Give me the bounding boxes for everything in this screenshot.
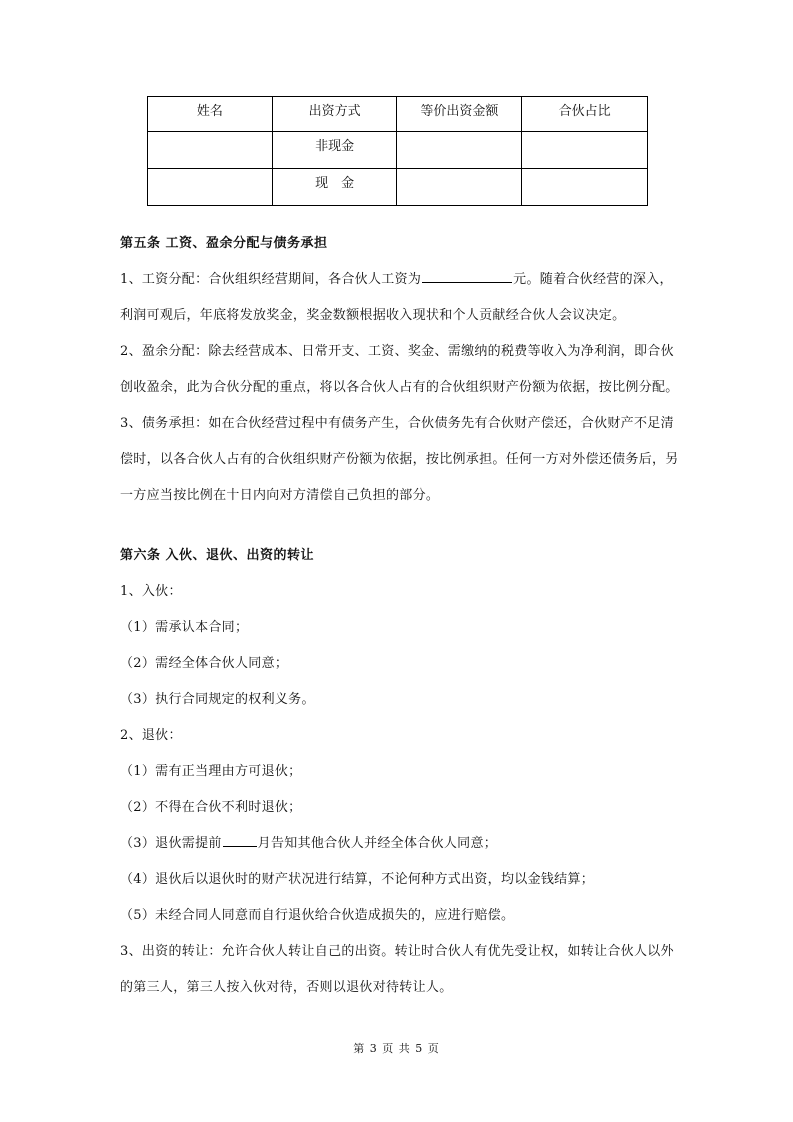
table-cell [148, 169, 273, 206]
header-amount: 等价出资金额 [397, 97, 522, 132]
exit-title: 2、退伙： [120, 728, 182, 743]
table-cell [522, 132, 648, 169]
page-footer: 第 3 页 共 5 页 [353, 1042, 440, 1055]
article6-heading: 第六条 入伙、退伙、出资的转让 [120, 548, 315, 563]
article5-p1-line2: 利润可观后，年底将发放奖金，奖金数额根据收入现状和个人贡献经合伙人会议决定。 [120, 308, 626, 323]
table-row [148, 169, 648, 206]
join-item: （2）需经全体合伙人同意； [120, 656, 289, 671]
exit-item: （1）需有正当理由方可退伙； [120, 764, 302, 779]
article5-section [120, 226, 679, 514]
exit-item [120, 826, 675, 862]
article5-p1-line1 [120, 262, 675, 298]
header-share: 合伙占比 [522, 97, 648, 132]
article5-p3-line1: 3、债务承担：如在合伙经营过程中有债务产生，合伙债务先有合伙财产偿还，合伙财产不足清 [120, 416, 674, 431]
exit-item: （4）退伙后以退伙时的财产状况进行结算，不论何种方式出资，均以金钱结算； [120, 872, 595, 887]
p1-text-a: 1、工资分配：合伙组织经营期间，各合伙人工资为 [120, 272, 422, 287]
exit-item: （2）不得在合伙不利时退伙； [120, 800, 302, 815]
header-name: 姓名 [148, 97, 273, 132]
exit-item: （5）未经合同人同意而自行退伙给合伙造成损失的，应进行赔偿。 [120, 908, 515, 923]
table-cell: 非现金 [272, 132, 397, 169]
p1-text-b: 元。随着合伙经营的深入， [513, 272, 673, 287]
table-cell [148, 132, 273, 169]
salary-blank [422, 268, 512, 283]
table-row [148, 132, 648, 169]
article5-p3-line2: 偿时，以各合伙人占有的合伙组织财产份额为依据，按比例承担。任何一方对外偿还债务后，另 [120, 452, 679, 467]
article5-p2-line1: 2、盈余分配：除去经营成本、日常开支、工资、奖金、需缴纳的税费等收入为净利润，即合伙 [120, 344, 674, 359]
article6-section [120, 538, 675, 1006]
exit-item3-b: 月告知其他合伙人并经全体合伙人同意； [257, 836, 498, 851]
contribution-table [147, 96, 648, 206]
join-item: （3）执行合同规定的权利义务。 [120, 692, 315, 707]
article5-p2-line2: 创收盈余，此为合伙分配的重点，将以各合伙人占有的合伙组织财产份额为依据，按比例分配。 [120, 380, 679, 395]
table-cell: 现 金 [272, 169, 397, 206]
join-item: （1）需承认本合同； [120, 620, 249, 635]
table-cell [397, 169, 522, 206]
table-cell [397, 132, 522, 169]
exit-item3-a: （3）退伙需提前 [120, 836, 222, 851]
notice-months-blank [223, 832, 257, 847]
header-method: 出资方式 [272, 97, 397, 132]
transfer-line1: 3、出资的转让：允许合伙人转让自己的出资。转让时合伙人有优先受让权，如转让合伙人以外 [120, 944, 674, 959]
table-cell [522, 169, 648, 206]
table-header-row [148, 97, 648, 132]
transfer-line2: 的第三人，第三人按入伙对待，否则以退伙对待转让人。 [120, 980, 453, 995]
join-title: 1、入伙： [120, 584, 182, 599]
article5-heading: 第五条 工资、盈余分配与债务承担 [120, 236, 328, 251]
article5-p3-line3: 一方应当按比例在十日内向对方清偿自己负担的部分。 [120, 488, 440, 503]
